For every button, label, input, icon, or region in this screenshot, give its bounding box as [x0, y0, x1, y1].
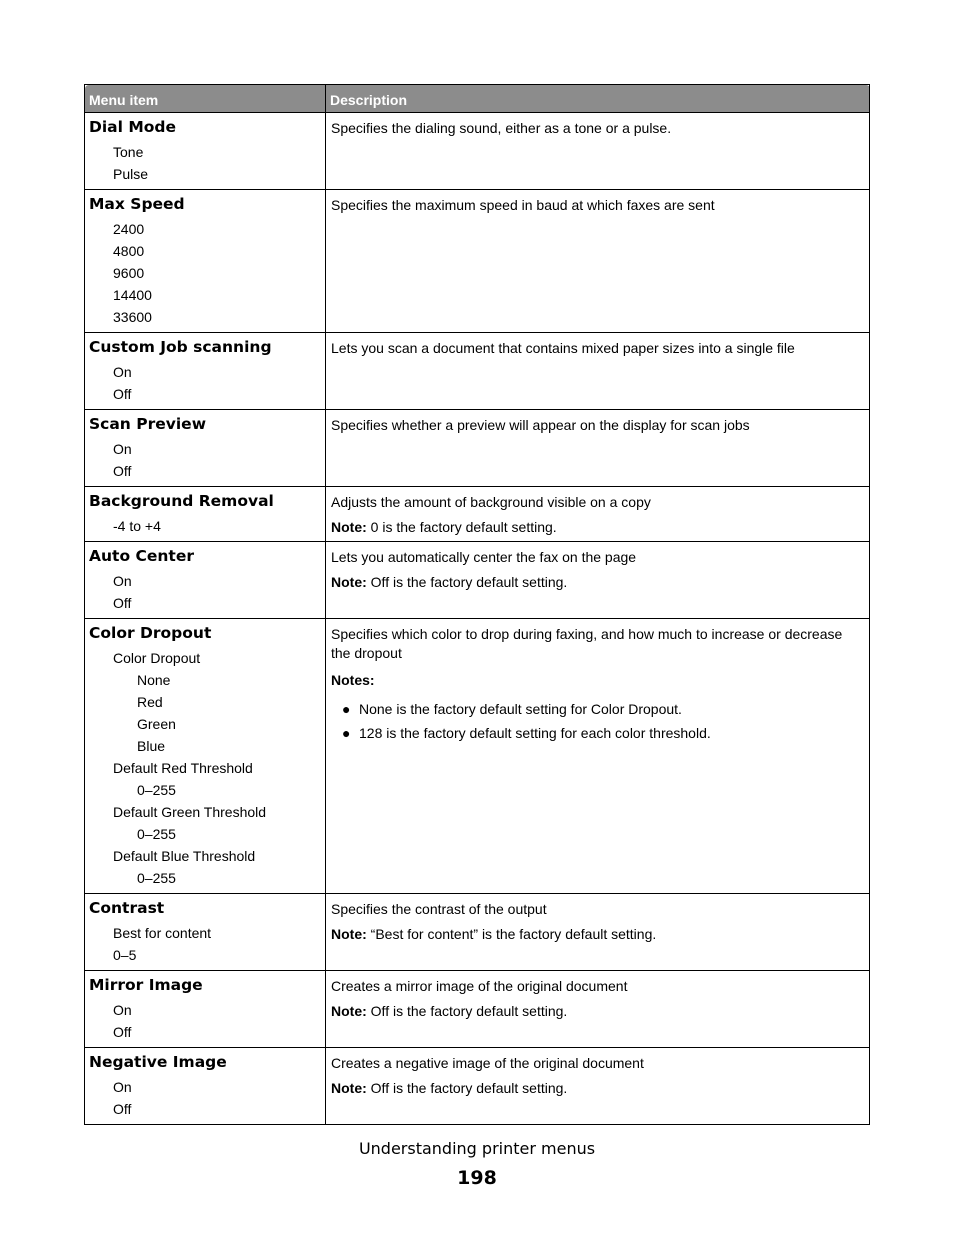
- description-cell: [326, 971, 870, 1048]
- table-row: [85, 333, 870, 410]
- menu-option: Color Dropout: [113, 650, 201, 666]
- description-cell: [326, 894, 870, 971]
- menu-option: 14400: [113, 287, 152, 303]
- menu-option: Blue: [137, 738, 166, 754]
- menu-item-title: Dial Mode: [89, 118, 177, 136]
- menu-item-title: Negative Image: [89, 1053, 227, 1071]
- menu-item-title: Mirror Image: [89, 976, 203, 994]
- menu-option: 33600: [113, 309, 152, 325]
- menu-option: Off: [113, 1101, 132, 1117]
- menu-option: Green: [137, 716, 176, 732]
- description-cell: [326, 487, 870, 542]
- description-text: Specifies the contrast of the output: [331, 901, 547, 917]
- menu-item-cell: [85, 333, 326, 410]
- table-row: [85, 190, 870, 333]
- table-row: [85, 619, 870, 894]
- description-text: Adjusts the amount of background visible on a copy: [331, 494, 651, 510]
- note-text: Off is the factory default setting.: [370, 1080, 568, 1096]
- table-row: [85, 1048, 870, 1125]
- description-cell: [326, 333, 870, 410]
- table-row: [85, 487, 870, 542]
- description-text: Lets you scan a document that contains mixed paper sizes into a single file: [331, 340, 795, 356]
- description-text: Specifies whether a preview will appear on the display for scan jobs: [331, 417, 750, 433]
- note-label: Note:: [331, 926, 367, 942]
- menu-option: 4800: [113, 243, 145, 259]
- description-text: Specifies the maximum speed in baud at which faxes are sent: [331, 197, 715, 213]
- description-header: Description: [326, 85, 870, 113]
- menu-option: On: [113, 573, 132, 589]
- menu-option: None: [137, 672, 171, 688]
- menu-option: Off: [113, 1024, 132, 1040]
- menu-option: Default Red Threshold: [113, 760, 253, 776]
- notes-list: [331, 700, 865, 743]
- list-item: [331, 724, 865, 743]
- menu-item-cell: [85, 894, 326, 971]
- menu-option: 0–5: [113, 947, 137, 963]
- menu-option: On: [113, 1079, 132, 1095]
- description-cell: [326, 1048, 870, 1125]
- menu-option: 0–255: [137, 782, 176, 798]
- menu-item-title: Custom Job scanning: [89, 338, 272, 356]
- note-label: Note:: [331, 1080, 367, 1096]
- note-text: Off is the factory default setting.: [370, 574, 568, 590]
- menu-item-title: Scan Preview: [89, 415, 207, 433]
- list-item: [331, 700, 865, 719]
- note-label: Note:: [331, 1003, 367, 1019]
- menu-item-cell: [85, 542, 326, 619]
- menu-option: Default Blue Threshold: [113, 848, 256, 864]
- notes-label: Notes:: [331, 672, 375, 688]
- description-cell: [326, 619, 870, 894]
- menu-option: On: [113, 1002, 132, 1018]
- menu-option: 0–255: [137, 826, 176, 842]
- description-text: Creates a negative image of the original document: [331, 1055, 644, 1071]
- menu-option: 9600: [113, 265, 145, 281]
- menu-option: 0–255: [137, 870, 176, 886]
- menu-option: Off: [113, 595, 132, 611]
- table-row: [85, 971, 870, 1048]
- menu-item-title: Background Removal: [89, 492, 274, 510]
- menu-item-title: Contrast: [89, 899, 165, 917]
- note-label: Note:: [331, 519, 367, 535]
- menu-item-cell: [85, 487, 326, 542]
- menu-item-cell: [85, 410, 326, 487]
- menu-option: Best for content: [113, 925, 212, 941]
- description-cell: [326, 190, 870, 333]
- menu-item-title: Auto Center: [89, 547, 194, 565]
- note-text: “Best for content” is the factory default setting.: [370, 926, 657, 942]
- footer-section-title: Understanding printer menus: [358, 1139, 596, 1158]
- table-row: [85, 894, 870, 971]
- menu-item-cell: [85, 113, 326, 190]
- bullet-icon: ●: [342, 701, 351, 717]
- note-text: Off is the factory default setting.: [370, 1003, 568, 1019]
- description-cell: [326, 113, 870, 190]
- menu-table: [84, 84, 870, 1125]
- menu-option: Tone: [113, 144, 144, 160]
- description-text: Lets you automatically center the fax on the page: [331, 549, 637, 565]
- menu-item-header: Menu item: [85, 85, 326, 113]
- menu-item-cell: [85, 619, 326, 894]
- table-row: [85, 113, 870, 190]
- description-text: Specifies the dialing sound, either as a tone or a pulse.: [331, 120, 672, 136]
- note: [331, 1002, 865, 1021]
- menu-option: Off: [113, 463, 132, 479]
- table-header-row: [85, 85, 870, 113]
- page-number: 198: [457, 1167, 497, 1189]
- bullet-icon: ●: [342, 725, 351, 741]
- description-cell: [326, 410, 870, 487]
- menu-option: On: [113, 441, 132, 457]
- note: [331, 518, 865, 537]
- description-text: Specifies which color to drop during faxing, and how much to increase or decrease the dropout: [331, 626, 843, 661]
- note: [331, 573, 865, 592]
- table-row: [85, 542, 870, 619]
- menu-option: 2400: [113, 221, 145, 237]
- table-body: [85, 113, 870, 1125]
- menu-item-cell: [85, 971, 326, 1048]
- note-text: 128 is the factory default setting for each color threshold.: [359, 725, 711, 741]
- menu-option: Default Green Threshold: [113, 804, 267, 820]
- menu-option: On: [113, 364, 132, 380]
- menu-option: Off: [113, 386, 132, 402]
- menu-option: Red: [137, 694, 163, 710]
- table-row: [85, 410, 870, 487]
- note: [331, 1079, 865, 1098]
- description-cell: [326, 542, 870, 619]
- menu-item-title: Color Dropout: [89, 624, 212, 642]
- menu-item-title: Max Speed: [89, 195, 185, 213]
- note-text: 0 is the factory default setting.: [370, 519, 557, 535]
- description-text: Creates a mirror image of the original document: [331, 978, 628, 994]
- menu-option: -4 to +4: [113, 518, 161, 534]
- menu-item-cell: [85, 1048, 326, 1125]
- note-label: Note:: [331, 574, 367, 590]
- note: [331, 925, 865, 944]
- menu-option: Pulse: [113, 166, 149, 182]
- menu-item-cell: [85, 190, 326, 333]
- note-text: None is the factory default setting for Color Dropout.: [359, 701, 682, 717]
